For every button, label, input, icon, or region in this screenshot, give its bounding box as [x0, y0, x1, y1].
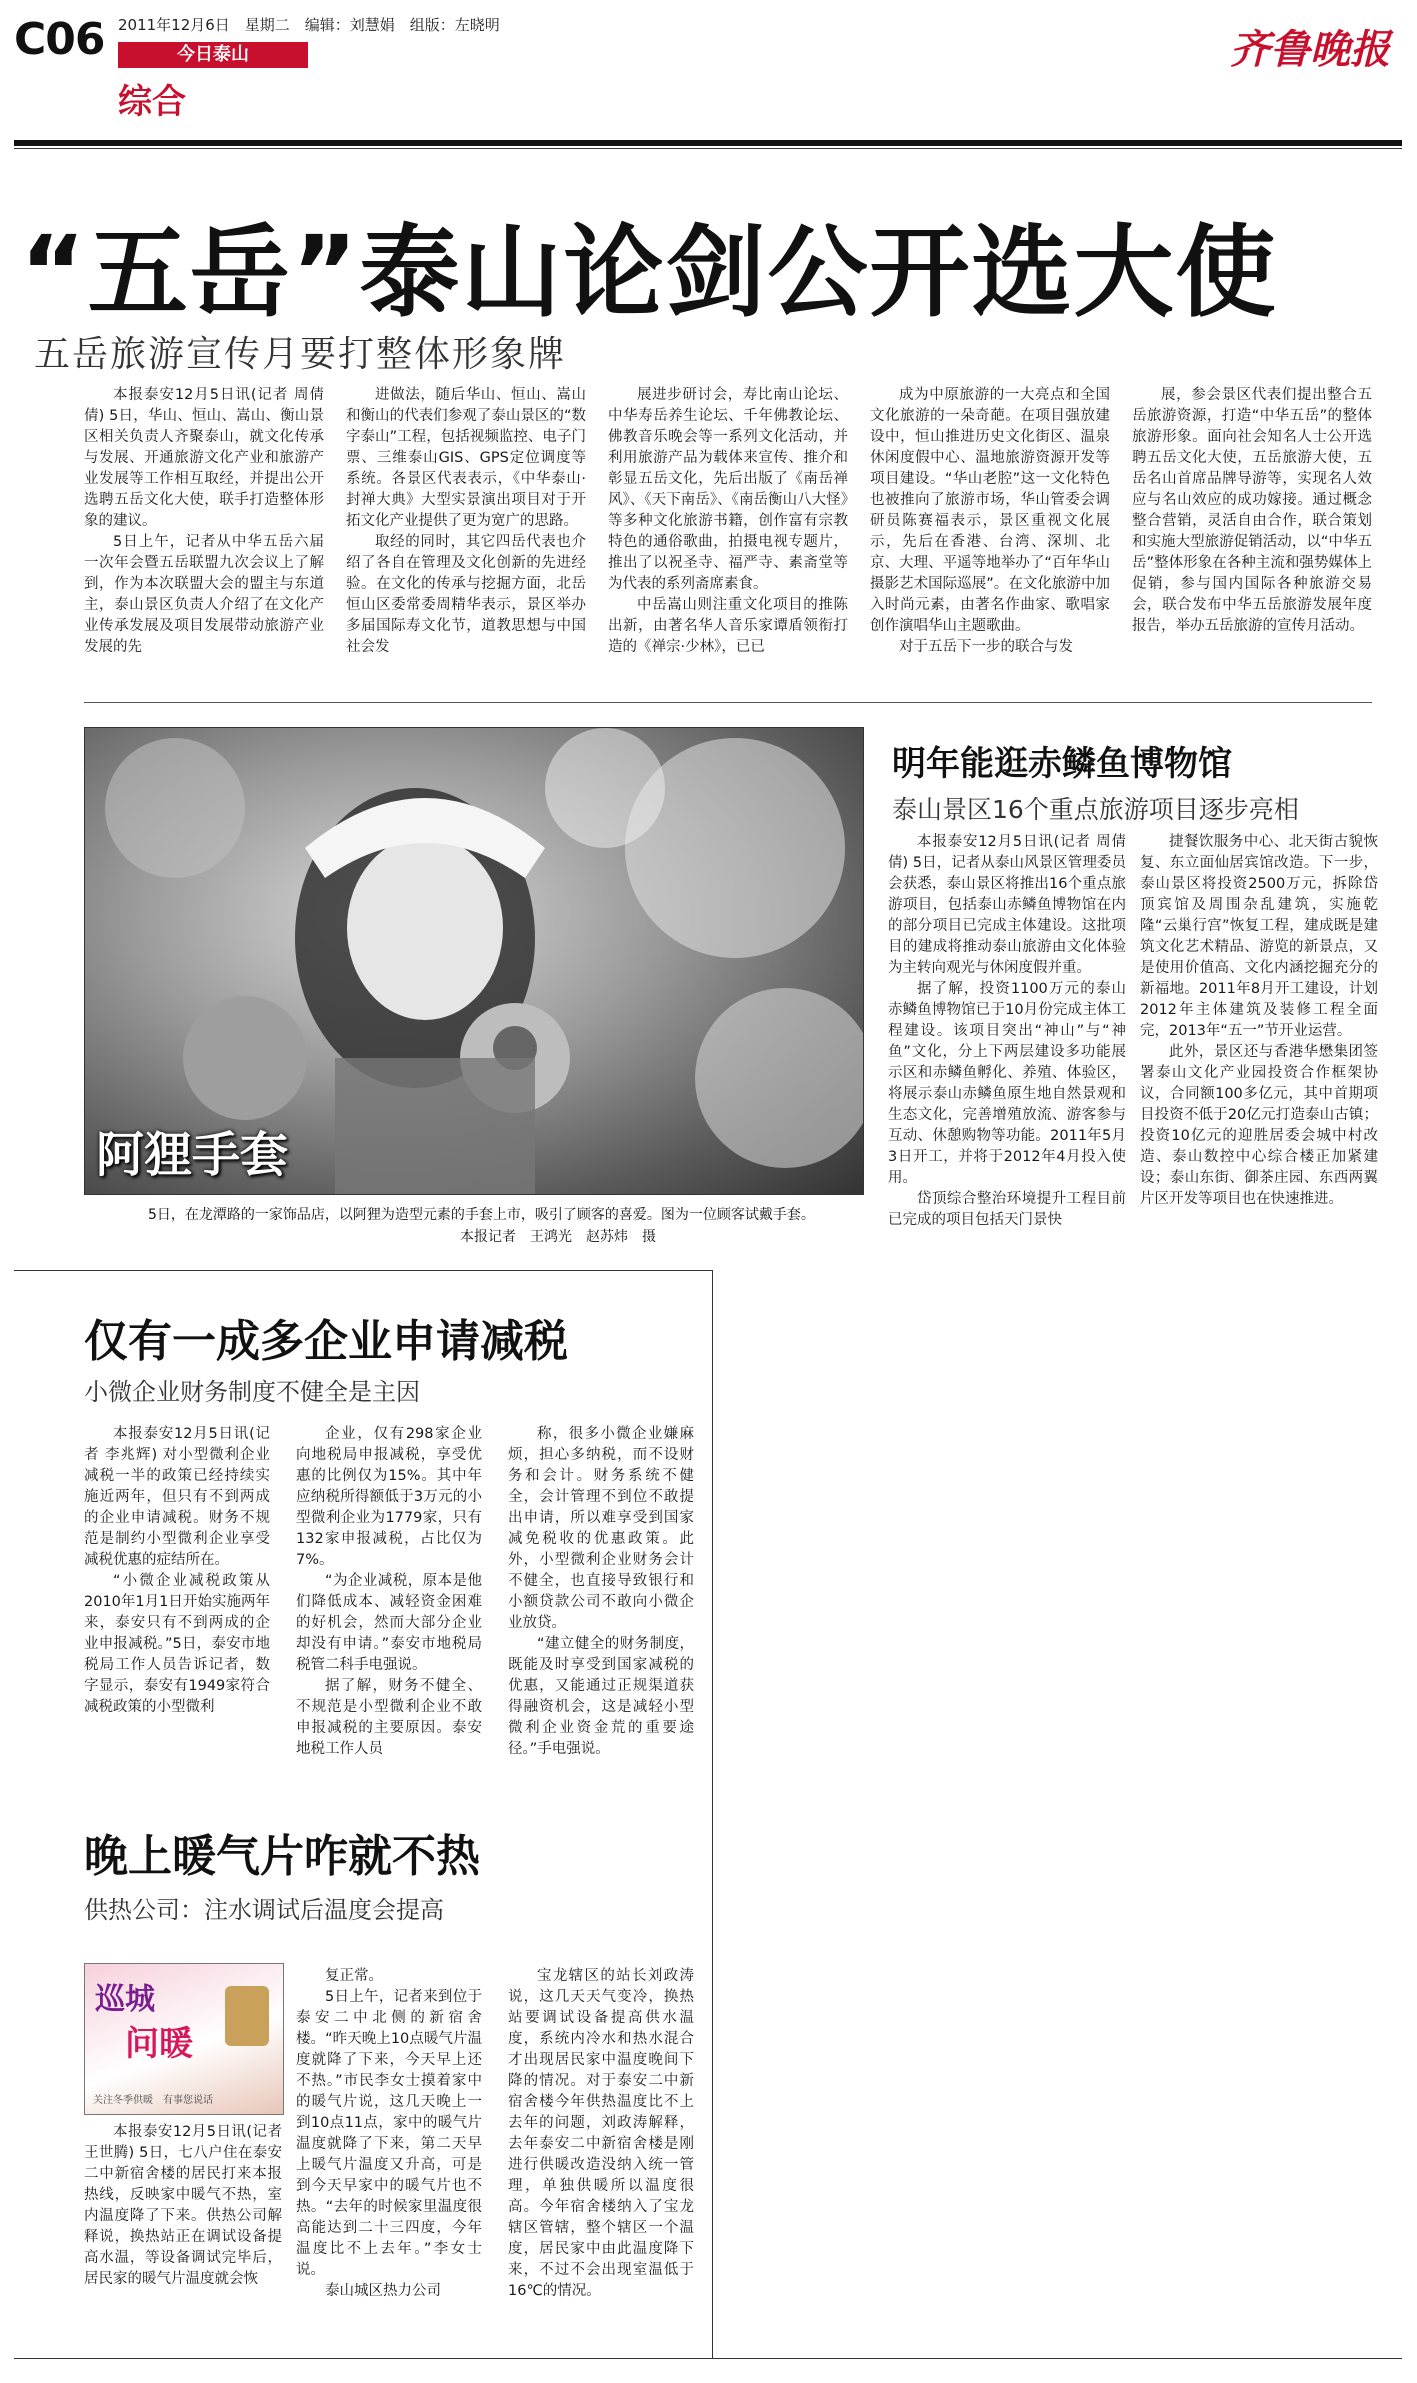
museum-paragraph: 捷餐饮服务中心、北天街古貌恢复、东立面仙居宾馆改造。下一步，泰山景区将投资2500万元，拆除岱顶宾馆及周围杂乱建筑，实施乾隆“云巢行宫”恢复工程，建成既是建筑文化艺术精品、游览的新景点，又是使用价值高、文化内涵挖掘充分的新福地。2011年8月开工建设，计划2012年主体建筑及装修工程全面完，2013年“五一”节开业运营。 — [1140, 834, 1378, 1039]
photo-caption — [120, 1204, 860, 1248]
lead-paragraph: 展，参会景区代表们提出整合五岳旅游资源，打造“中华五岳”的整体旅游形象。面向社会知名人士公开选聘五岳文化大使，五岳旅游大使，五岳名山首席品牌导游等，实现名人效应与名山效应的成功嫁接。通过概念整合营销，灵活自由合作，联合策划和实施大型旅游促销活动，以“中华五岳”整体形象在各种主流和强势媒体上促销，参与国内国际各种旅游交易会，联合发布中华五岳旅游发展年度报告，举办五岳旅游的宣传月活动。 — [1132, 387, 1372, 634]
heating-column-3 — [508, 1966, 694, 2302]
lead-paragraph: 中岳嵩山则注重文化项目的推陈出新，由著名华人音乐家谭盾领衔打造的《禅宗·少林》，已已 — [608, 597, 848, 655]
museum-paragraph: 此外，景区还与香港华懋集团签署泰山文化产业园投资合作框架协议，合同额100多亿元，其中首期项目投资不低于20亿元打造泰山古镇；投资10亿元的迎胜居委会城中村改造、泰山数控中心综合楼正加紧建设；泰山东街、御茶庄园、东西两翼片区开发等项目也在快速推进。 — [1140, 1044, 1378, 1207]
heating-paragraph: 本报泰安12月5日讯(记者 王世腾) 5日，七八户住在泰安二中新宿舍楼的居民打来本报热线，反映家中暖气不热，室内温度降了下来。供热公司解释说，换热站正在调试设备提高水温，等设备调试完毕后，居民家的暖气片温度就会恢 — [84, 2124, 282, 2287]
museum-column-2 — [1140, 832, 1378, 1210]
lead-paragraph: 展进步研讨会，寿比南山论坛、中华寿岳养生论坛、千年佛教论坛、佛教音乐晚会等一系列文化活动，并利用旅游产品为载体来宣传、推介和彰显五岳文化，先后出版了《南岳禅风》、《天下南岳》、《南岳衡山八大怪》等多种文化旅游书籍，创作富有宗教特色的通俗歌曲，拍摄电视专题片，推出了以祝圣寺、福严寺、素斋堂等为代表的系列斋席素食。 — [608, 387, 848, 592]
tax-paragraph: “小微企业减税政策从2010年1月1日开始实施两年来，泰安只有不到两成的企业申报减税。”5日，泰安市地税局工作人员告诉记者，数字显示，泰安有1949家符合减税政策的小型微利 — [84, 1573, 270, 1715]
museum-subheadline: 泰山景区16个重点旅游项目逐步亮相 — [892, 795, 1299, 824]
tax-paragraph: “建立健全的财务制度，既能及时享受到国家减税的优惠，又能通过正规渠道获得融资机会，这是减轻小型微利企业资金荒的重要途径。”手电强说。 — [508, 1636, 694, 1757]
tax-paragraph: 称，很多小微企业嫌麻烦，担心多纳税，而不设财务和会计。财务系统不健全，会计管理不到位不敢提出申请，所以难享受到国家减免税收的优惠政策。此外，小型微利企业财务会计不健全，也直接导致银行和小额贷款公司不敢向小微企业放贷。 — [508, 1426, 694, 1631]
museum-paragraph: 岱顶综合整治环境提升工程目前已完成的项目包括天门景快 — [888, 1191, 1126, 1228]
lead-headline: “五岳”泰山论剑公开选大使 — [20, 214, 1278, 331]
section-badge: 今日泰山 — [118, 42, 308, 68]
lead-paragraph: 本报泰安12月5日讯(记者 周倩倩) 5日，华山、恒山、嵩山、衡山景区相关负责人齐聚泰山，就文化传承与发展、开通旅游文化产业和旅游产业发展等工作相互取经，并提出公开选聘五岳文化大使，联手打造整体形象的建议。 — [84, 387, 324, 529]
lead-column-2 — [346, 385, 586, 658]
museum-headline: 明年能逛赤鳞鱼博物馆 — [892, 744, 1232, 784]
ad-footer: 关注冬季供暖 有事您说话 — [93, 2095, 213, 2106]
tax-paragraph: 企业，仅有298家企业向地税局申报减税，享受优惠的比例仅为15%。其中年应纳税所得额低于3万元的小型微利企业为1779家，只有132家申报减税，占比仅为7%。 — [296, 1426, 482, 1568]
issue-meta: 2011年12月6日 星期二 编辑：刘慧娟 组版：左晓明 — [118, 16, 500, 34]
heating-paragraph: 5日上午，记者来到位于泰安二中北侧的新宿舍楼。“昨天晚上10点暖气片温度就降了下来，今天早上还不热。”市民李女士摸着家中的暖气片说，这几天晚上一到10点11点，家中的暖气片温度就降了下来，第二天早上暖气片温度又升高，可是到今天早家中的暖气片也不热。“去年的时候家里温度很高能达到二十三四度，今年温度比不上去年。”李女士说。 — [296, 1989, 482, 2278]
lead-column-5 — [1132, 385, 1372, 637]
heating-paragraph: 泰山城区热力公司 — [325, 2283, 441, 2299]
lead-paragraph: 进做法，随后华山、恒山、嵩山和衡山的代表们参观了泰山景区的“数字泰山”工程，包括视频监控、电子门票、三维泰山GIS、GPS定位调度等系统。各景区代表表示，《中华泰山·封禅大典》大型实景演出项目对于开拓文化产业提供了更为宽广的思路。 — [346, 387, 586, 529]
hotline-ad — [84, 1963, 284, 2115]
lead-column-1 — [84, 385, 324, 658]
tax-column-3 — [508, 1424, 694, 1760]
heating-headline: 晚上暖气片咋就不热 — [84, 1831, 480, 1882]
lead-column-3 — [608, 385, 848, 658]
photo-label: 阿狸手套 — [96, 1127, 289, 1183]
tax-paragraph: “为企业减税，原本是他们降低成本、减轻资金困难的好机会，然而大部分企业却没有申请。”泰安市地税局税管二科手电强说。 — [296, 1573, 482, 1673]
heating-subheadline: 供热公司：注水调试后温度会提高 — [84, 1896, 444, 1924]
lead-subheadline: 五岳旅游宣传月要打整体形象牌 — [34, 334, 567, 375]
lead-paragraph: 成为中原旅游的一大亮点和全国文化旅游的一朵奇葩。在项目强放建设中，恒山推进历史文化街区、温泉休闲度假中心、温地旅游资源开发等项目建设。“华山老腔”这一文化特色也被推向了旅游市场，华山管委会调研员陈赛福表示，景区重视文化展示，先后在香港、台湾、深圳、北京、大理、平遥等地举办了“百年华山摄影艺术国际巡展”。在文化旅游中加入时尚元素，由著名作曲家、歌唱家创作演唱华山主题歌曲。 — [870, 387, 1110, 634]
tax-column-2 — [296, 1424, 482, 1760]
header-rule — [14, 140, 1402, 146]
box-top-rule — [14, 1270, 712, 1271]
lead-paragraph: 取经的同时，其它四岳代表也介绍了各自在管理及文化创新的先进经验。在文化的传承与挖掘方面，北岳恒山区委常委周精华表示，景区举办多届国际寿文化节，道教思想与中国社会发 — [346, 534, 586, 655]
section-divider — [84, 702, 1372, 703]
tax-headline: 仅有一成多企业申请减税 — [84, 1316, 568, 1367]
ad-title-2: 问暖 — [125, 2024, 193, 2064]
museum-paragraph: 据了解，投资1100万元的泰山赤鳞鱼博物馆已于10月份完成主体工程建设。该项目突出“神山”与“神鱼”文化，分上下两层建设多功能展示区和赤鳞鱼孵化、养殖、体验区，将展示泰山赤鳞鱼原生地自然景观和生态文化，完善增殖放流、游客参与互动、休憩购物等功能。2011年5月3日开工，并将于2012年4月投入使用。 — [888, 981, 1126, 1186]
caption-text: 5日，在龙潭路的一家饰品店，以阿狸为造型元素的手套上市，吸引了顾客的喜爱。图为一位顾客试戴手套。 — [148, 1207, 815, 1223]
heating-column-2 — [296, 1966, 482, 2302]
heating-column-1 — [84, 2122, 282, 2290]
tax-subheadline: 小微企业财务制度不健全是主因 — [84, 1378, 420, 1406]
lead-paragraph: 5日上午，记者从中华五岳六届一次年会暨五岳联盟九次会议上了解到，作为本次联盟大会的盟主与东道主，泰山景区负责人介绍了在文化产业传承发展及项目发展带动旅游产业发展的先 — [84, 534, 324, 655]
box-right-rule — [712, 1270, 713, 2358]
tax-paragraph: 本报泰安12月5日讯(记者 李兆辉) 对小型微利企业减税一半的政策已经持续实施近两年，但只有不到两成的企业申请减税。财务不规范是制约小型微利企业享受减税优惠的症结所在。 — [84, 1426, 270, 1568]
category-label: 综合 — [118, 82, 186, 122]
tax-column-1 — [84, 1424, 270, 1718]
lead-column-4 — [870, 385, 1110, 658]
museum-column-1 — [888, 832, 1126, 1231]
header-rule-thin — [14, 148, 1402, 149]
ad-hand-graphic — [225, 1986, 269, 2046]
heating-paragraph: 宝龙辖区的站长刘政涛说，这几天天气变冷，换热站要调试设备提高供水温度，系统内冷水和热水混合才出现居民家中温度晚间下降的情况。对于泰安二中新宿舍楼今年供热温度比不上去年的问题，刘政涛解释，去年泰安二中新宿舍楼是刚进行供暖改造没纳入统一管理，单独供暖所以温度很高。今年宿舍楼纳入了宝龙辖区管辖，整个辖区一个温度，居民家中由此温度降下来，不过不会出现室温低于16℃的情况。 — [508, 1968, 694, 2299]
page-bottom-rule — [14, 2358, 1402, 2359]
heating-paragraph: 复正常。 — [325, 1968, 383, 1984]
ad-title-1: 巡城 — [95, 1982, 155, 2017]
paper-logo: 齐鲁晚报 — [1230, 26, 1390, 73]
lead-paragraph: 对于五岳下一步的联合与发 — [899, 639, 1073, 655]
museum-paragraph: 本报泰安12月5日讯(记者 周倩倩) 5日，记者从泰山风景区管理委员会获悉，泰山景区将推出16个重点旅游项目，包括泰山赤鳞鱼博物馆在内的部分项目已完成主体建设。这批项目的建成将推动泰山旅游由文化体验为主转向观光与休闲度假并重。 — [888, 834, 1126, 976]
photo-credit: 本报记者 王鸿光 赵苏炜 摄 — [460, 1229, 656, 1245]
tax-paragraph: 据了解，财务不健全、不规范是小型微利企业不敢申报减税的主要原因。泰安地税工作人员 — [296, 1678, 482, 1757]
page-code: C06 — [14, 14, 105, 65]
